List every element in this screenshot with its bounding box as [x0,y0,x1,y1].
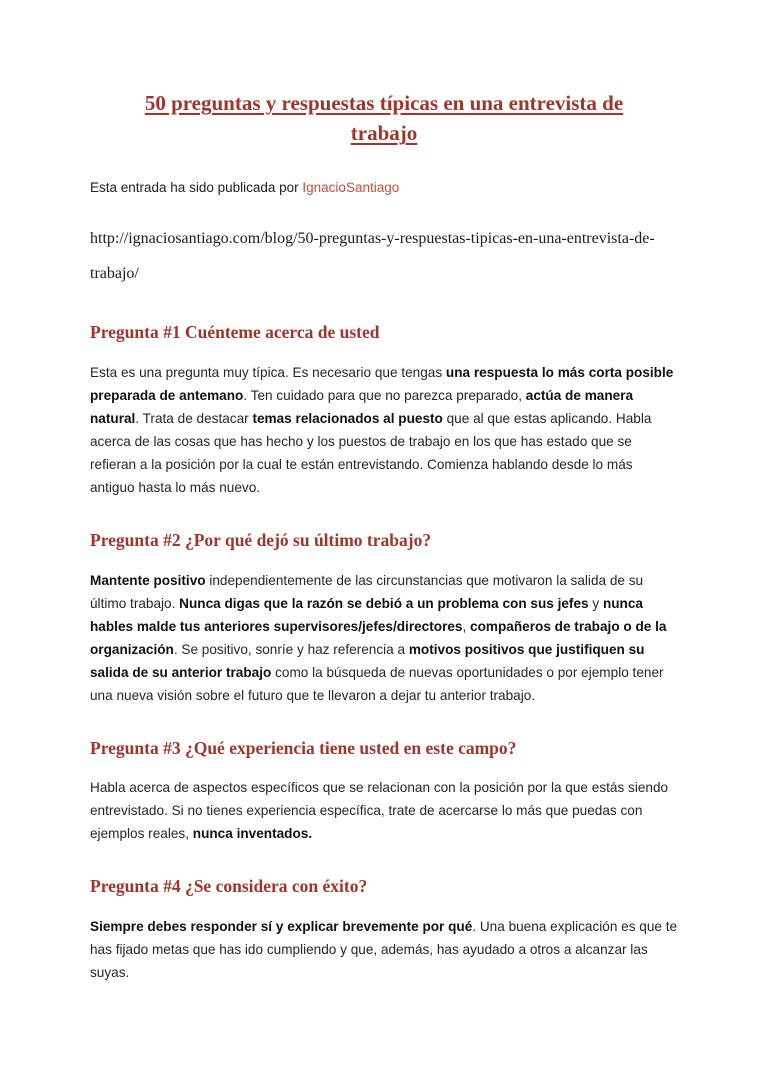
text-run: . Se positivo, sonríe y haz referencia a [173,641,409,657]
text-run: , [462,618,471,634]
byline-text: Esta entrada ha sido publicada por [90,179,303,195]
text-run: actúa de manera natural [90,387,634,426]
text-run: . Una buena explicación es que te has fijado metas que has ido cumpliendo y que, además, has ayudado a otros a alcanzar las suyas. [90,918,678,980]
text-run: temas relacionados al puesto [252,410,443,426]
qa-section-1 [90,321,678,499]
source-url-link[interactable]: http://ignaciosantiago.com/blog/50-preguntas-y-respuestas-tipicas-en-una-entrevista-de-trabajo/ [90,230,655,282]
page-title: 50 preguntas y respuestas típicas en una entrevista de trabajo [144,91,624,146]
answer-paragraph-1 [90,361,678,499]
text-run: Esta es una pregunta muy típica. Es necesario que tengas [90,364,446,380]
question-heading-4: Pregunta #4 ¿Se considera con éxito? [90,876,368,897]
answer-paragraph-4 [90,915,678,984]
text-run: como la búsqueda de nuevas oportunidades o por ejemplo tener una nueva visión sobre el futuro que te llevaron a dejar tu anterior trabajo. [90,664,664,703]
text-run: motivos positivos que justifiquen su salida de su anterior trabajo [90,641,645,680]
text-run: Siempre debes responder sí y explicar brevemente por qué [90,918,473,934]
answer-paragraph-2 [90,569,678,707]
text-run: . Trata de destacar [135,410,253,426]
question-heading-1: Pregunta #1 Cuénteme acerca de usted [90,322,380,343]
text-run: y [588,595,603,611]
qa-section-4 [90,875,678,984]
text-run: compañeros de trabajo o de la organización [90,618,667,657]
question-heading-3: Pregunta #3 ¿Qué experiencia tiene usted en este campo? [90,737,517,758]
qa-section-2 [90,529,678,707]
byline [90,177,678,199]
text-run: Nunca digas que la razón se debió a un problema con sus jefes [179,595,589,611]
text-run: que al que estas aplicando. Habla acerca de las cosas que has hecho y los puestos de trabajo en los que has estado que se refieran a la posición por la cual te están entrevistando. Comienza hablando desde lo más antiguo hasta lo más nuevo. [90,410,652,495]
question-heading-2: Pregunta #2 ¿Por qué dejó su último trabajo? [90,529,432,550]
text-run: Mantente positivo [90,572,206,588]
qa-section-3 [90,737,678,846]
text-run: . Ten cuidado para que no parezca preparado, [243,387,526,403]
text-run: independientemente de las circunstancias que motivaron la salida de su último trabajo. [90,572,644,611]
text-run: nunca inventados. [192,826,313,842]
text-run: nunca hables malde tus anteriores supervisores/jefes/directores [90,595,643,634]
text-run: una respuesta lo más corta posible preparada de antemano [90,364,674,403]
answer-paragraph-3 [90,776,678,845]
text-run: Habla acerca de aspectos específicos que se relacionan con la posición por la que estás siendo entrevistado. Si no tienes experiencia específica, trate de acercarse lo más que puedas con ejemplos reales, [90,780,669,842]
author-link[interactable]: IgnacioSantiago [302,179,400,195]
